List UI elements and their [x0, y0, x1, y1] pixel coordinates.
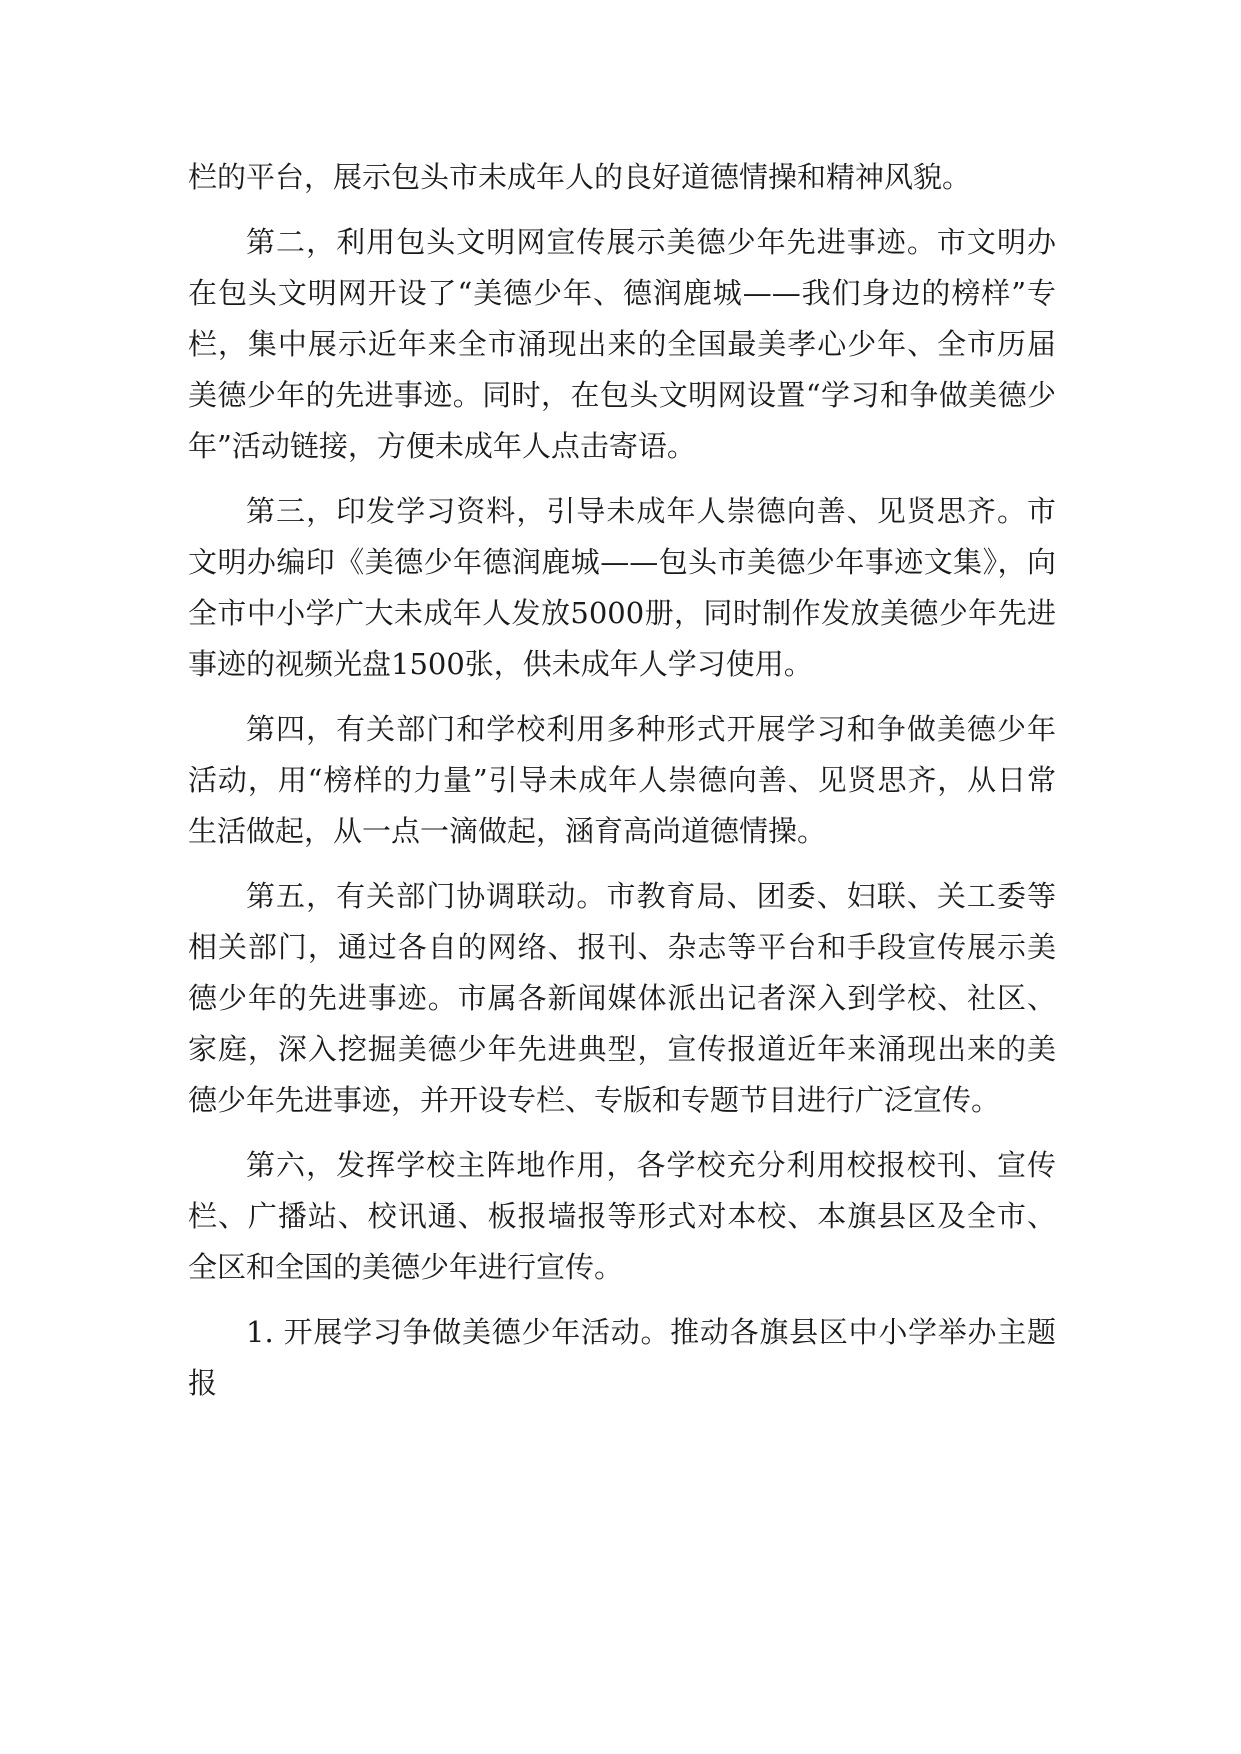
paragraph-6: 第六，发挥学校主阵地作用，各学校充分利用校报校刊、宣传栏、广播站、校讯通、板报墙报等形式对本校、本旗县区及全市、全区和全国的美德少年进行宣传。 [188, 1148, 1056, 1284]
paragraph-7: 1. 开展学习争做美德少年活动。推动各旗县区中小学举办主题报 [188, 1315, 1056, 1400]
paragraph-4: 第四，有关部门和学校利用多种形式开展学习和争做美德少年活动，用“榜样的力量”引导未成年人崇德向善、见贤思齐，从日常生活做起，从一点一滴做起，涵育高尚道德情操。 [188, 712, 1056, 848]
paragraph-3: 第三，印发学习资料，引导未成年人崇德向善、见贤思齐。市文明办编印《美德少年德润鹿城——包头市美德少年事迹文集》，向全市中小学广大未成年人发放5000册，同时制作发放美德少年先进事迹的视频光盘1500张，供未成年人学习使用。 [188, 494, 1056, 681]
paragraph-5: 第五，有关部门协调联动。市教育局、团委、妇联、关工委等相关部门，通过各自的网络、报刊、杂志等平台和手段宣传展示美德少年的先进事迹。市属各新闻媒体派出记者深入到学校、社区、家庭，深入挖掘美德少年先进典型，宣传报道近年来涌现出来的美德少年先进事迹，并开设专栏、专版和专题节目进行广泛宣传。 [188, 879, 1056, 1117]
document-body [188, 152, 1056, 1423]
paragraph-2: 第二，利用包头文明网宣传展示美德少年先进事迹。市文明办在包头文明网开设了“美德少年、德润鹿城——我们身边的榜样”专栏，集中展示近年来全市涌现出来的全国最美孝心少年、全市历届美德少年的先进事迹。同时，在包头文明网设置“学习和争做美德少年”活动链接，方便未成年人点击寄语。 [188, 225, 1056, 463]
paragraph-1: 栏的平台，展示包头市未成年人的良好道德情操和精神风貌。 [188, 160, 972, 194]
